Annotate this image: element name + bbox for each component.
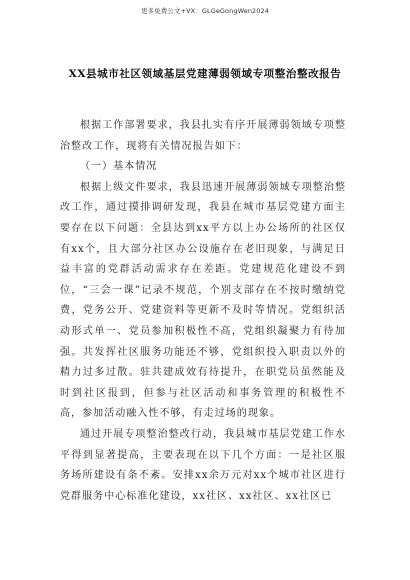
intro-paragraph: 根据工作部署要求，我县扎实有序开展薄弱领域专项整治整改工作，现将有关情况报告如下： [60, 120, 346, 152]
section-heading-basic-situation: （一）基本情况 [80, 161, 158, 173]
document-title: XX县城市社区领域基层党建薄弱领域专项整治整改报告 [68, 68, 342, 80]
document-body [60, 116, 346, 507]
header-note: 更多免费公文+VX：GLGeGongWen2024 [140, 7, 269, 15]
body-paragraph: 根据上级文件要求，我县迅速开展薄弱领域专项整治整改工作，通过摸排调研发现，我县在城市基层党建方面主要存在以下问题：全县达到xx平方以上办公场所的社区仅有xx个，且大部分社区办公设施存在老旧现象，与满足日益丰富的党群活动需求存在差距。党建规范化建设不到位，“三会一课”记录不规范，个别支部存在不按时缴纳党费，党务公开、党建资料等更新不及时等情况。党组织活动形式单一、党员参加积极性不高，党组织凝聚力有待加强。共发挥社区服务功能还不够，党组织投入职责以外的精力过多过散。驻共建成效有待提升，在职党员虽然能及时到社区报到，但参与社区活动和事务管理的积极性不高，参加活动融入性不够，有走过场的现象。 [60, 181, 346, 420]
body-paragraph: 通过开展专项整治整改行动，我县城市基层党建工作水平得到显著提高，主要表现在以下几个方面：一是社区服务场所建设有条不紊。安排xx余万元对xx个城市社区进行党群服务中心标准化建设，xx社区、xx社区、xx社区已 [60, 428, 346, 502]
